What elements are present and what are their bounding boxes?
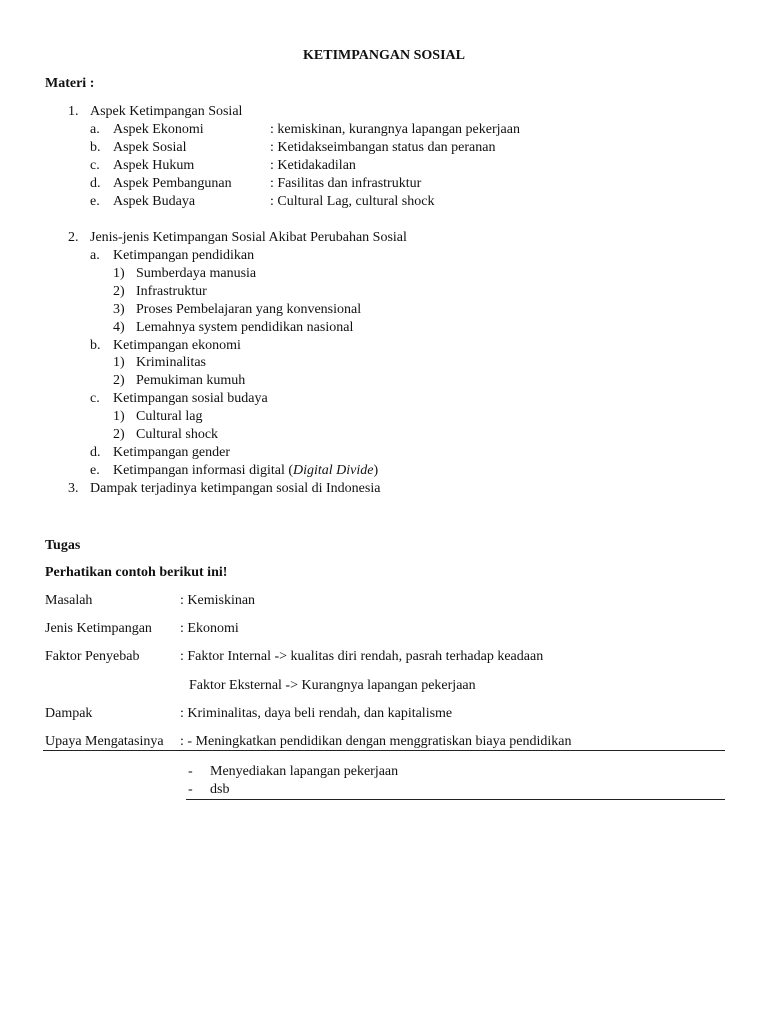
label-prefix: Ketimpangan informasi digital ( [113, 463, 294, 478]
aspect-letter: b. [90, 140, 101, 155]
aspect-name: Aspek Pembangunan [113, 176, 232, 191]
section1-number: 1. [68, 104, 79, 119]
subsection-label [113, 462, 378, 480]
subsection-label: Ketimpangan sosial budaya [113, 391, 268, 406]
sub-item-number: 2) [113, 427, 125, 442]
aspect-name: Aspek Ekonomi [113, 122, 204, 137]
label-suffix: ) [373, 463, 379, 478]
section2-heading: Jenis-jenis Ketimpangan Sosial Akibat Perubahan Sosial [90, 230, 407, 245]
label-italic-term: Digital Divide [293, 463, 374, 478]
aspect-name: Aspek Hukum [113, 158, 195, 173]
upaya-dash: - [188, 764, 193, 779]
sub-item-text: Sumberdaya manusia [136, 266, 257, 281]
aspect-name: Aspek Budaya [113, 194, 196, 209]
aspect-description: : kemiskinan, kurangnya lapangan pekerjaan [270, 122, 520, 137]
sub-item-number: 2) [113, 373, 125, 388]
dampak-label: Dampak [45, 706, 93, 721]
subsection-letter: a. [90, 248, 100, 263]
aspect-letter: c. [90, 158, 100, 173]
materi-label: Materi : [45, 76, 95, 91]
aspect-letter: d. [90, 176, 101, 191]
section3-heading: Dampak terjadinya ketimpangan sosial di Indonesia [90, 481, 381, 496]
aspect-name: Aspek Sosial [113, 140, 187, 155]
upaya-item: dsb [210, 782, 230, 797]
section3-number: 3. [68, 481, 79, 496]
section2-number: 2. [68, 230, 79, 245]
sub-item-text: Kriminalitas [136, 355, 206, 370]
jenis-label: Jenis Ketimpangan [45, 621, 152, 636]
faktor-internal-value: : Faktor Internal -> kualitas diri rendah, pasrah terhadap keadaan [180, 649, 544, 664]
upaya-label: Upaya Mengatasinya [45, 734, 164, 749]
dampak-value: : Kriminalitas, daya beli rendah, dan kapitalisme [180, 706, 453, 721]
table-rule [186, 799, 725, 800]
sub-item-text: Proses Pembelajaran yang konvensional [136, 302, 362, 317]
aspect-description: : Ketidakseimbangan status dan peranan [270, 140, 496, 155]
sub-item-number: 2) [113, 284, 125, 299]
subsection-letter: e. [90, 463, 100, 478]
jenis-value: : Ekonomi [180, 621, 239, 636]
upaya-dash: - [188, 782, 193, 797]
tugas-instruction: Perhatikan contoh berikut ini! [45, 565, 228, 580]
subsection-letter: d. [90, 445, 101, 460]
subsection-letter: c. [90, 391, 100, 406]
sub-item-number: 1) [113, 355, 125, 370]
sub-item-text: Pemukiman kumuh [136, 373, 246, 388]
faktor-eksternal-value: Faktor Eksternal -> Kurangnya lapangan pekerjaan [189, 678, 476, 693]
aspect-description: : Fasilitas dan infrastruktur [270, 176, 422, 191]
subsection-label: Ketimpangan ekonomi [113, 338, 241, 353]
subsection-label: Ketimpangan pendidikan [113, 248, 255, 263]
aspect-description: : Ketidakadilan [270, 158, 356, 173]
subsection-label: Ketimpangan gender [113, 445, 231, 460]
sub-item-number: 4) [113, 320, 125, 335]
document-title: KETIMPANGAN SOSIAL [303, 48, 465, 63]
sub-item-text: Lemahnya system pendidikan nasional [136, 320, 354, 335]
masalah-label: Masalah [45, 593, 93, 608]
aspect-letter: a. [90, 122, 100, 137]
faktor-label: Faktor Penyebab [45, 649, 140, 664]
sub-item-number: 1) [113, 409, 125, 424]
sub-item-number: 1) [113, 266, 125, 281]
tugas-heading: Tugas [45, 538, 81, 553]
upaya-item: Menyediakan lapangan pekerjaan [210, 764, 399, 779]
aspect-description: : Cultural Lag, cultural shock [270, 194, 435, 209]
upaya-value: : - Meningkatkan pendidikan dengan menggratiskan biaya pendidikan [180, 734, 572, 749]
sub-item-number: 3) [113, 302, 125, 317]
table-rule [43, 750, 725, 751]
aspect-letter: e. [90, 194, 100, 209]
masalah-value: : Kemiskinan [180, 593, 256, 608]
subsection-letter: b. [90, 338, 101, 353]
sub-item-text: Infrastruktur [136, 284, 207, 299]
section1-heading: Aspek Ketimpangan Sosial [90, 104, 243, 119]
sub-item-text: Cultural lag [136, 409, 203, 424]
sub-item-text: Cultural shock [136, 427, 219, 442]
